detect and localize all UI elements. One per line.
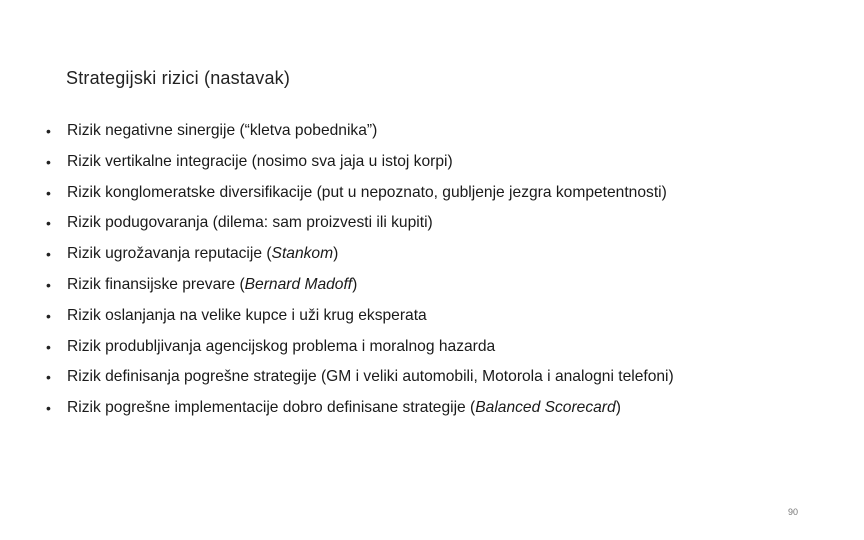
bullet-text: Rizik oslanjanja na velike kupce i uži krug eksperata — [67, 306, 427, 324]
bullet-text: Rizik podugovaranja (dilema: sam proizvesti ili kupiti) — [67, 214, 433, 232]
bullet-tail: ) — [615, 399, 621, 417]
bullet-text: Rizik vertikalne integracije (nosimo sva jaja u istoj korpi) — [67, 152, 453, 170]
bullet-dot: • — [46, 307, 51, 324]
list-item — [46, 301, 846, 332]
bullet-text: Rizik negativne sinergije (“kletva pobednika”) — [67, 122, 378, 139]
bullet-dot: • — [46, 123, 51, 139]
list-item — [46, 208, 846, 239]
list-item — [46, 393, 846, 424]
bullet-tail: ) — [352, 275, 358, 293]
bullet-dot: • — [46, 153, 51, 170]
bullet-text: Rizik finansijske prevare ( — [67, 275, 245, 293]
bullet-text: Rizik definisanja pogrešne strategije (GM i veliki automobili, Motorola i analogni telefoni) — [67, 368, 674, 386]
bullet-dot: • — [46, 338, 51, 355]
bullet-dot: • — [46, 246, 51, 263]
list-item — [46, 332, 846, 363]
bullet-dot: • — [46, 369, 51, 386]
slide-title: Strategijski rizici (nastavak) — [66, 68, 291, 88]
bullet-text: Rizik ugrožavanja reputacije ( — [67, 245, 272, 263]
bullet-text: Rizik konglomeratske diversifikacije (put u nepoznato, gubljenje jezgra kompetentnosti) — [67, 183, 667, 201]
page-number: 90 — [787, 507, 798, 517]
bullet-text: Rizik produbljivanja agencijskog problema i moralnog hazarda — [67, 337, 496, 355]
bullet-dot: • — [46, 400, 51, 417]
list-item — [46, 178, 846, 209]
bullet-italic-text: Stankom — [271, 245, 334, 263]
bullet-italic-text: Bernard Madoff — [244, 275, 353, 293]
list-item — [46, 116, 846, 147]
bullet-text: Rizik pogrešne implementacije dobro definisane strategije ( — [67, 399, 476, 417]
bullet-dot: • — [46, 276, 51, 293]
bullet-dot: • — [46, 184, 51, 201]
bullet-dot: • — [46, 215, 51, 232]
list-item — [46, 362, 846, 393]
list-item — [46, 270, 846, 301]
list-item — [46, 239, 846, 270]
bullet-list — [46, 116, 846, 424]
bullet-tail: ) — [333, 245, 339, 263]
list-item — [46, 147, 846, 178]
bullet-italic-text: Balanced Scorecard — [475, 399, 616, 417]
